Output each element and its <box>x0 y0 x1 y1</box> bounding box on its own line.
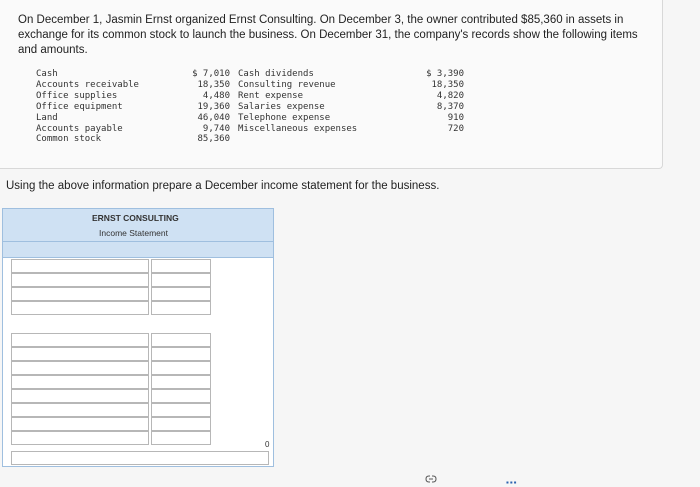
account-label: Land <box>36 112 58 123</box>
account-label: Consulting revenue <box>238 79 336 90</box>
income-statement-table <box>2 208 274 467</box>
label-input[interactable] <box>11 417 149 431</box>
account-amount: 8,370 <box>436 101 464 112</box>
statement-date-band <box>3 241 273 258</box>
account-label: Miscellaneous expenses <box>238 123 358 134</box>
account-label: Common stock <box>36 134 102 145</box>
account-label: Accounts receivable <box>36 79 139 90</box>
label-input[interactable] <box>11 259 149 273</box>
account-amount: 720 <box>447 123 464 134</box>
amount-input[interactable] <box>151 259 211 273</box>
account-label: Rent expense <box>238 90 304 101</box>
account-label: Accounts payable <box>36 123 123 134</box>
account-label: Office equipment <box>36 101 123 112</box>
amount-input[interactable] <box>151 301 211 315</box>
statement-header <box>3 209 273 241</box>
label-input[interactable] <box>11 333 149 347</box>
account-amount: 46,040 <box>197 112 230 123</box>
left-amounts <box>170 69 230 145</box>
more-dots-icon[interactable]: ▪▪▪ <box>506 478 518 487</box>
account-amount: 18,350 <box>197 79 230 90</box>
label-input[interactable] <box>11 431 149 445</box>
problem-intro: On December 1, Jasmin Ernst organized Ernst Consulting. On December 3, the owner contributed $85,360 in assets in exchange for its common stock to launch the business. On December 31, the company's records show the following items and amounts. <box>18 14 638 56</box>
amount-input[interactable] <box>151 403 211 417</box>
company-name: ERNST CONSULTING <box>92 213 179 223</box>
amount-input[interactable] <box>151 417 211 431</box>
account-amount: 4,820 <box>436 90 464 101</box>
label-input[interactable] <box>11 301 149 315</box>
net-income-row[interactable] <box>11 451 269 465</box>
account-amount: 4,480 <box>202 90 230 101</box>
right-labels <box>238 69 357 134</box>
label-input[interactable] <box>11 375 149 389</box>
account-amount: $ 3,390 <box>426 69 464 79</box>
account-label: Telephone expense <box>238 112 331 123</box>
account-amount: 19,360 <box>197 101 230 112</box>
amount-input[interactable] <box>151 389 211 403</box>
amount-input[interactable] <box>151 287 211 301</box>
label-input[interactable] <box>11 389 149 403</box>
account-amount: 9,740 <box>202 123 230 134</box>
account-label: Office supplies <box>36 90 118 101</box>
account-amount: $ 7,010 <box>192 69 230 79</box>
account-amount: 85,360 <box>197 134 230 145</box>
account-amount: 910 <box>447 112 464 123</box>
amount-input[interactable] <box>151 333 211 347</box>
total-value: 0 <box>265 440 270 449</box>
instruction-text: Using the above information prepare a December income statement for the business. <box>6 180 440 192</box>
problem-card <box>0 0 663 169</box>
amount-input[interactable] <box>151 361 211 375</box>
right-amounts <box>404 69 464 134</box>
amount-input[interactable] <box>151 273 211 287</box>
label-input[interactable] <box>11 403 149 417</box>
label-input[interactable] <box>11 361 149 375</box>
amount-input[interactable] <box>151 347 211 361</box>
account-label: Cash <box>36 69 58 79</box>
amount-input[interactable] <box>151 375 211 389</box>
account-amount: 18,350 <box>431 79 464 90</box>
account-label: Cash dividends <box>238 69 314 79</box>
label-input[interactable] <box>11 347 149 361</box>
statement-title: Income Statement <box>99 228 168 238</box>
account-label: Salaries expense <box>238 101 325 112</box>
label-input[interactable] <box>11 287 149 301</box>
link-icon[interactable] <box>424 474 438 484</box>
label-input[interactable] <box>11 273 149 287</box>
amount-input[interactable] <box>151 431 211 445</box>
left-labels <box>36 69 139 145</box>
